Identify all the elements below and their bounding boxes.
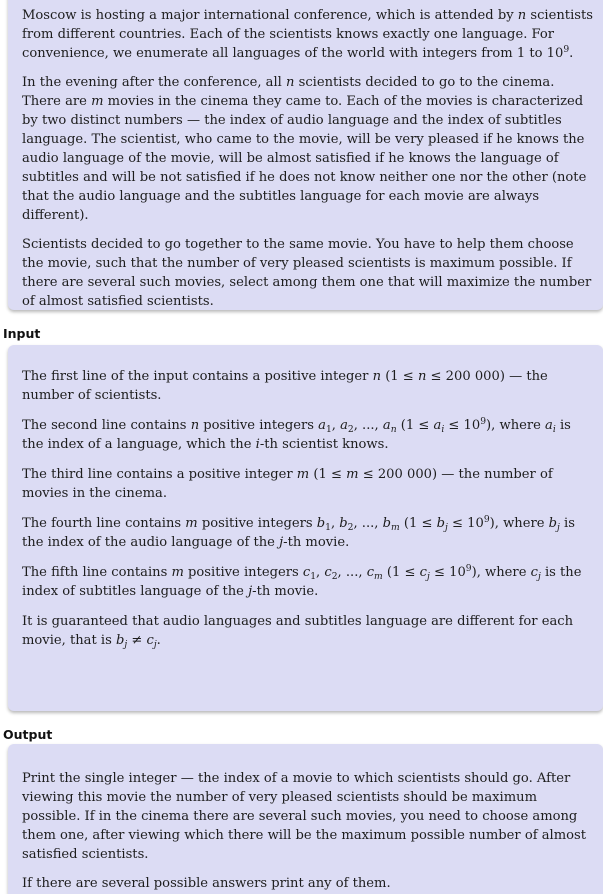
text: ) — [471, 565, 477, 580]
text: It is guaranteed that audio languages and subtitles language are different for each movie, that is — [22, 614, 574, 648]
sequence-a — [318, 418, 396, 433]
subscript: j — [124, 638, 128, 650]
subscript: i — [552, 423, 556, 435]
subscript: n — [390, 423, 397, 435]
var-m: m — [171, 565, 184, 580]
text: ≤ 200 000) — [426, 369, 505, 384]
text: ≤ 200 000) — [358, 467, 438, 482]
text: (1 ≤ — [399, 516, 437, 531]
text: The fourth line contains — [22, 516, 186, 531]
constraint-b — [399, 513, 495, 533]
text: , ..., — [353, 516, 383, 531]
var-c: c — [324, 565, 332, 580]
text: positive integers — [199, 418, 319, 433]
input-line-1 — [22, 367, 593, 405]
text: ≤ 10 — [429, 565, 466, 580]
text: , where — [476, 565, 531, 580]
subscript: m — [391, 521, 400, 533]
text: , where — [491, 418, 546, 433]
text: is the index of the audio language of the — [22, 516, 575, 550]
text: (1 ≤ — [309, 467, 347, 482]
text: ≤ 10 — [447, 516, 484, 531]
text: -th movie. — [252, 584, 319, 599]
var-m: m — [185, 516, 198, 531]
var-a: a — [318, 418, 326, 433]
text: , ..., — [353, 418, 383, 433]
text: (1 ≤ — [382, 565, 420, 580]
text: scientists from different countries. Each of the scientists knows exactly one language. For convenience, we enumerate all languages of the world with integers from 1 to 10 — [22, 8, 593, 61]
text: , where — [494, 516, 549, 531]
input-heading: Input — [3, 326, 41, 341]
var-m: m — [91, 94, 104, 109]
text: , — [330, 516, 340, 531]
text: (1 ≤ — [381, 369, 418, 384]
var-n: n — [286, 75, 295, 90]
text: The third line contains a positive integer — [22, 467, 297, 482]
subscript: i — [441, 423, 445, 435]
text: -th scientist knows. — [259, 437, 389, 452]
statement-paragraph-2 — [22, 73, 593, 225]
text: scientists decided to go to the cinema. There are — [22, 75, 555, 109]
text: ) — [489, 516, 495, 531]
exponent: 9 — [483, 513, 490, 525]
text: In the evening after the conference, all — [22, 75, 286, 90]
var-c: c — [366, 565, 375, 580]
subscript: 2 — [331, 570, 338, 582]
text: . — [156, 633, 161, 648]
text: positive integers — [183, 565, 303, 580]
input-line-6 — [22, 612, 593, 650]
text: , — [331, 418, 341, 433]
var-a: a — [382, 418, 391, 433]
statement-paragraph-3: Scientists decided to go together to the same movie. You have to help them choose the movie, such that the number of very pleased scientists is maximum possible. If there are several such movies, select among them one that will maximize the number of almost satisfied scientists. — [22, 237, 592, 309]
var-j: j — [279, 535, 284, 550]
exponent: 9 — [563, 43, 570, 55]
var-n: n — [417, 369, 427, 384]
subscript: j — [445, 521, 448, 533]
sequence-b — [317, 516, 400, 531]
text: The fifth line contains — [22, 565, 172, 580]
text: — the number of scientists. — [22, 369, 548, 403]
constraint-m — [309, 467, 437, 482]
text: . — [569, 46, 574, 61]
text: (1 ≤ — [396, 418, 434, 433]
var-b: b — [115, 633, 125, 648]
subscript: j — [153, 638, 157, 650]
subscript: 1 — [310, 570, 317, 582]
var-i: i — [255, 437, 260, 452]
text: positive integers — [197, 516, 317, 531]
exponent: 9 — [480, 415, 487, 427]
text: movies in the cinema they came to. Each of the movies is characterized by two distinct numbers — the index of audio language and the index of subtitles language. The scientist, who came to the movie, will be very pleased if he knows the audio language of the movie, will be almost satisfied if he knows the language of subtitles and will be not satisfied if he does not know neither one nor the other (note that the audio language and the subtitles language for each movie are always different). — [22, 94, 587, 223]
var-n: n — [372, 369, 382, 384]
text: , ..., — [337, 565, 367, 580]
var-c: c — [146, 633, 154, 648]
subscript: m — [374, 570, 383, 582]
inequality — [116, 633, 157, 648]
input-line-5 — [22, 563, 593, 601]
var-b: b — [382, 516, 392, 531]
output-paragraph-2: If there are several possible answers print any of them. — [22, 876, 391, 891]
subscript: 2 — [347, 521, 354, 533]
statement-paragraph-1 — [22, 6, 593, 63]
subscript: 2 — [347, 423, 354, 435]
var-c: c — [302, 565, 311, 580]
text: , — [316, 565, 325, 580]
constraint-a — [396, 415, 492, 435]
subscript: j — [557, 521, 560, 533]
var-b: b — [436, 516, 445, 531]
input-line-4 — [22, 514, 593, 552]
var-b: b — [316, 516, 326, 531]
output-panel — [8, 744, 603, 894]
text: The second line contains — [22, 418, 191, 433]
text: Moscow is hosting a major international conference, which is attended by — [22, 8, 518, 23]
input-line-3 — [22, 465, 593, 503]
text: is the index of a language, which the — [22, 418, 571, 452]
var-b: b — [339, 516, 348, 531]
text: ≤ 10 — [444, 418, 481, 433]
constraint-c — [382, 562, 477, 582]
var-m: m — [296, 467, 310, 482]
var-a: a — [340, 418, 348, 433]
statement-panel — [8, 0, 603, 310]
subscript: j — [426, 570, 430, 582]
var-c: c — [530, 565, 538, 580]
var-a: a — [433, 418, 442, 433]
output-paragraph-1: Print the single integer — the index of a movie to which scientists should go. After viewing this movie the number of very pleased scientists should be maximum possible. If in the cinema there are several such movies, you need to choose among them one, after viewing which there will be the maximum possible number of almost satisfied scientists. — [22, 771, 586, 862]
text: is the index of subtitles language of the — [22, 565, 582, 599]
subscript: j — [537, 570, 541, 582]
output-heading: Output — [3, 727, 53, 742]
sequence-c — [303, 565, 383, 580]
var-n: n — [190, 418, 200, 433]
text: — the number of movies in the cinema. — [22, 467, 553, 501]
text: -th movie. — [283, 535, 350, 550]
var-j: j — [248, 584, 253, 599]
constraint-n — [381, 369, 505, 384]
input-line-2 — [22, 416, 593, 454]
subscript: 1 — [325, 521, 331, 533]
var-n: n — [517, 8, 527, 23]
input-panel — [8, 345, 603, 711]
var-m: m — [346, 467, 359, 482]
text: ≠ — [127, 633, 147, 648]
exponent: 9 — [465, 562, 472, 574]
var-b: b — [548, 516, 558, 531]
text: The first line of the input contains a positive integer — [22, 369, 373, 384]
var-c: c — [419, 565, 427, 580]
var-a: a — [545, 418, 553, 433]
text: ) — [486, 418, 492, 433]
subscript: 1 — [325, 423, 332, 435]
